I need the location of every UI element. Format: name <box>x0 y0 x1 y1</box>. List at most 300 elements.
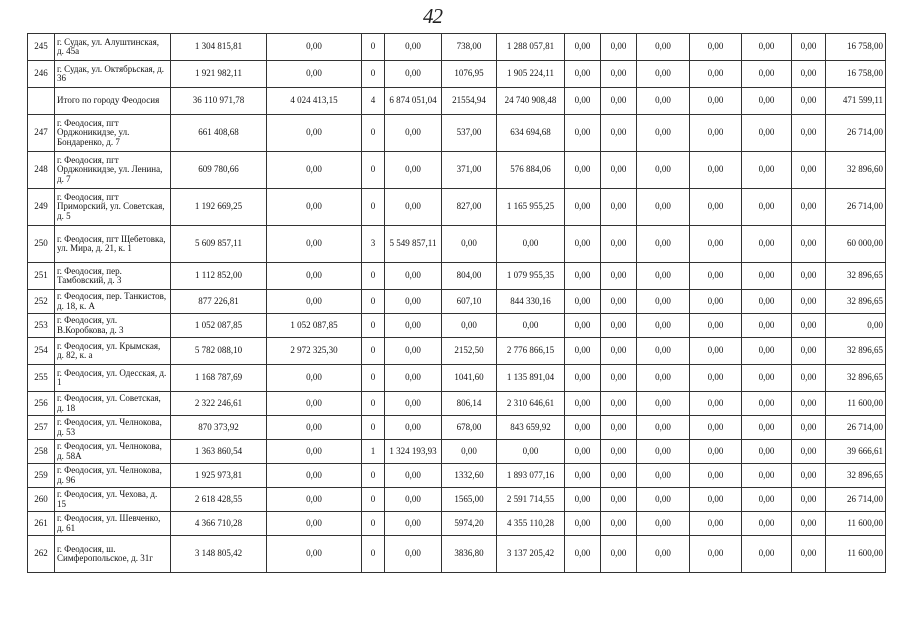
col4-cell: 0,00 <box>385 416 442 440</box>
col12-cell: 0,00 <box>792 88 826 115</box>
address-cell: г. Феодосия, ул. Советская, д. 18 <box>55 392 171 416</box>
col10-cell: 0,00 <box>690 226 742 263</box>
table-row <box>28 61 886 88</box>
address-cell: г. Феодосия, ул. В.Коробкова, д. 3 <box>55 314 171 338</box>
row-number-cell: 259 <box>28 464 55 488</box>
col10-cell: 0,00 <box>690 115 742 152</box>
col3-cell: 0 <box>362 34 385 61</box>
col12-cell: 0,00 <box>792 392 826 416</box>
col7-cell: 0,00 <box>565 488 601 512</box>
col12-cell: 0,00 <box>792 314 826 338</box>
col13-cell: 60 000,00 <box>826 226 886 263</box>
address-cell: г. Феодосия, пгт Орджоникидзе, ул. Ленина, д. 7 <box>55 152 171 189</box>
col2-cell: 0,00 <box>267 226 362 263</box>
col12-cell: 0,00 <box>792 115 826 152</box>
col11-cell: 0,00 <box>742 440 792 464</box>
col6-cell: 634 694,68 <box>497 115 565 152</box>
address-cell: г. Судак, ул. Алуштинская, д. 45а <box>55 34 171 61</box>
col13-cell: 26 714,00 <box>826 115 886 152</box>
col10-cell: 0,00 <box>690 88 742 115</box>
col9-cell: 0,00 <box>637 189 690 226</box>
col3-cell: 0 <box>362 290 385 314</box>
col11-cell: 0,00 <box>742 392 792 416</box>
col7-cell: 0,00 <box>565 61 601 88</box>
address-cell: г. Феодосия, ул. Челнокова, д. 96 <box>55 464 171 488</box>
total-cost-cell: 1 921 982,11 <box>171 61 267 88</box>
total-cost-cell: 609 780,66 <box>171 152 267 189</box>
col6-cell: 2 310 646,61 <box>497 392 565 416</box>
row-number-cell: 247 <box>28 115 55 152</box>
table-row <box>28 392 886 416</box>
table-row <box>28 189 886 226</box>
table-row <box>28 440 886 464</box>
col10-cell: 0,00 <box>690 338 742 365</box>
col5-cell: 827,00 <box>442 189 497 226</box>
col10-cell: 0,00 <box>690 392 742 416</box>
col10-cell: 0,00 <box>690 440 742 464</box>
col3-cell: 4 <box>362 88 385 115</box>
col8-cell: 0,00 <box>601 314 637 338</box>
table-row <box>28 512 886 536</box>
address-cell: г. Феодосия, ул. Шевченко, д. 61 <box>55 512 171 536</box>
col6-cell: 2 591 714,55 <box>497 488 565 512</box>
col8-cell: 0,00 <box>601 34 637 61</box>
total-cost-cell: 36 110 971,78 <box>171 88 267 115</box>
col6-cell: 844 330,16 <box>497 290 565 314</box>
col4-cell: 5 549 857,11 <box>385 226 442 263</box>
col9-cell: 0,00 <box>637 536 690 573</box>
col12-cell: 0,00 <box>792 226 826 263</box>
col6-cell: 576 884,06 <box>497 152 565 189</box>
col11-cell: 0,00 <box>742 226 792 263</box>
total-cost-cell: 1 112 852,00 <box>171 263 267 290</box>
col8-cell: 0,00 <box>601 536 637 573</box>
col2-cell: 0,00 <box>267 365 362 392</box>
col9-cell: 0,00 <box>637 416 690 440</box>
col13-cell: 471 599,11 <box>826 88 886 115</box>
col7-cell: 0,00 <box>565 226 601 263</box>
col8-cell: 0,00 <box>601 290 637 314</box>
col9-cell: 0,00 <box>637 290 690 314</box>
col2-cell: 0,00 <box>267 488 362 512</box>
col3-cell: 0 <box>362 189 385 226</box>
col12-cell: 0,00 <box>792 416 826 440</box>
col7-cell: 0,00 <box>565 34 601 61</box>
col11-cell: 0,00 <box>742 464 792 488</box>
col3-cell: 3 <box>362 226 385 263</box>
col2-cell: 2 972 325,30 <box>267 338 362 365</box>
total-cost-cell: 2 322 246,61 <box>171 392 267 416</box>
col6-cell: 24 740 908,48 <box>497 88 565 115</box>
col9-cell: 0,00 <box>637 314 690 338</box>
col3-cell: 0 <box>362 464 385 488</box>
col2-cell: 0,00 <box>267 290 362 314</box>
row-number-cell: 262 <box>28 536 55 573</box>
col8-cell: 0,00 <box>601 488 637 512</box>
col7-cell: 0,00 <box>565 290 601 314</box>
col10-cell: 0,00 <box>690 152 742 189</box>
col6-cell: 4 355 110,28 <box>497 512 565 536</box>
col12-cell: 0,00 <box>792 464 826 488</box>
row-number-cell: 257 <box>28 416 55 440</box>
col11-cell: 0,00 <box>742 314 792 338</box>
table-row <box>28 464 886 488</box>
col3-cell: 0 <box>362 488 385 512</box>
col4-cell: 0,00 <box>385 314 442 338</box>
col13-cell: 26 714,00 <box>826 488 886 512</box>
table-row <box>28 488 886 512</box>
col4-cell: 0,00 <box>385 536 442 573</box>
col9-cell: 0,00 <box>637 88 690 115</box>
col12-cell: 0,00 <box>792 189 826 226</box>
col11-cell: 0,00 <box>742 512 792 536</box>
col3-cell: 0 <box>362 314 385 338</box>
col7-cell: 0,00 <box>565 365 601 392</box>
col11-cell: 0,00 <box>742 536 792 573</box>
col9-cell: 0,00 <box>637 226 690 263</box>
col5-cell: 2152,50 <box>442 338 497 365</box>
data-table <box>27 33 886 573</box>
col13-cell: 32 896,65 <box>826 365 886 392</box>
col10-cell: 0,00 <box>690 464 742 488</box>
total-cost-cell: 870 373,92 <box>171 416 267 440</box>
col10-cell: 0,00 <box>690 488 742 512</box>
col4-cell: 0,00 <box>385 464 442 488</box>
total-cost-cell: 4 366 710,28 <box>171 512 267 536</box>
col4-cell: 0,00 <box>385 512 442 536</box>
col8-cell: 0,00 <box>601 152 637 189</box>
address-cell: г. Феодосия, пгт Приморский, ул. Советская, д. 5 <box>55 189 171 226</box>
col13-cell: 26 714,00 <box>826 416 886 440</box>
col8-cell: 0,00 <box>601 226 637 263</box>
col5-cell: 0,00 <box>442 314 497 338</box>
col6-cell: 0,00 <box>497 440 565 464</box>
col7-cell: 0,00 <box>565 464 601 488</box>
col5-cell: 1041,60 <box>442 365 497 392</box>
col6-cell: 1 079 955,35 <box>497 263 565 290</box>
col12-cell: 0,00 <box>792 440 826 464</box>
col6-cell: 1 893 077,16 <box>497 464 565 488</box>
col12-cell: 0,00 <box>792 152 826 189</box>
table-row <box>28 536 886 573</box>
col8-cell: 0,00 <box>601 263 637 290</box>
col11-cell: 0,00 <box>742 488 792 512</box>
row-number-cell: 249 <box>28 189 55 226</box>
row-number-cell <box>28 88 55 115</box>
col10-cell: 0,00 <box>690 314 742 338</box>
col13-cell: 32 896,65 <box>826 338 886 365</box>
col4-cell: 0,00 <box>385 189 442 226</box>
table-row <box>28 416 886 440</box>
col4-cell: 0,00 <box>385 34 442 61</box>
col11-cell: 0,00 <box>742 263 792 290</box>
col11-cell: 0,00 <box>742 61 792 88</box>
col7-cell: 0,00 <box>565 152 601 189</box>
col3-cell: 0 <box>362 152 385 189</box>
col5-cell: 0,00 <box>442 440 497 464</box>
total-cost-cell: 1 304 815,81 <box>171 34 267 61</box>
col10-cell: 0,00 <box>690 536 742 573</box>
col4-cell: 1 324 193,93 <box>385 440 442 464</box>
total-cost-cell: 1 052 087,85 <box>171 314 267 338</box>
col4-cell: 0,00 <box>385 152 442 189</box>
table-row <box>28 115 886 152</box>
col3-cell: 0 <box>362 392 385 416</box>
col9-cell: 0,00 <box>637 464 690 488</box>
col4-cell: 0,00 <box>385 61 442 88</box>
col10-cell: 0,00 <box>690 365 742 392</box>
col5-cell: 678,00 <box>442 416 497 440</box>
col9-cell: 0,00 <box>637 338 690 365</box>
col3-cell: 0 <box>362 512 385 536</box>
address-cell: Итого по городу Феодосия <box>55 88 171 115</box>
col13-cell: 32 896,60 <box>826 152 886 189</box>
address-cell: г. Феодосия, ул. Чехова, д. 15 <box>55 488 171 512</box>
col2-cell: 0,00 <box>267 512 362 536</box>
row-number-cell: 253 <box>28 314 55 338</box>
total-cost-cell: 5 609 857,11 <box>171 226 267 263</box>
col8-cell: 0,00 <box>601 88 637 115</box>
col6-cell: 843 659,92 <box>497 416 565 440</box>
table-row <box>28 365 886 392</box>
col8-cell: 0,00 <box>601 392 637 416</box>
table-row <box>28 290 886 314</box>
table-body <box>28 34 886 573</box>
col3-cell: 0 <box>362 536 385 573</box>
col13-cell: 32 896,65 <box>826 464 886 488</box>
col11-cell: 0,00 <box>742 338 792 365</box>
col5-cell: 537,00 <box>442 115 497 152</box>
col2-cell: 0,00 <box>267 416 362 440</box>
col6-cell: 0,00 <box>497 226 565 263</box>
col6-cell: 1 288 057,81 <box>497 34 565 61</box>
col13-cell: 16 758,00 <box>826 34 886 61</box>
col3-cell: 1 <box>362 440 385 464</box>
col3-cell: 0 <box>362 365 385 392</box>
col4-cell: 0,00 <box>385 365 442 392</box>
table-row <box>28 226 886 263</box>
row-number-cell: 251 <box>28 263 55 290</box>
row-number-cell: 261 <box>28 512 55 536</box>
col7-cell: 0,00 <box>565 512 601 536</box>
col10-cell: 0,00 <box>690 61 742 88</box>
col8-cell: 0,00 <box>601 440 637 464</box>
col5-cell: 1332,60 <box>442 464 497 488</box>
col2-cell: 0,00 <box>267 152 362 189</box>
row-number-cell: 246 <box>28 61 55 88</box>
col12-cell: 0,00 <box>792 536 826 573</box>
col3-cell: 0 <box>362 263 385 290</box>
total-cost-cell: 1 168 787,69 <box>171 365 267 392</box>
col12-cell: 0,00 <box>792 512 826 536</box>
col9-cell: 0,00 <box>637 34 690 61</box>
col9-cell: 0,00 <box>637 488 690 512</box>
col5-cell: 607,10 <box>442 290 497 314</box>
col12-cell: 0,00 <box>792 338 826 365</box>
col6-cell: 2 776 866,15 <box>497 338 565 365</box>
col5-cell: 371,00 <box>442 152 497 189</box>
col9-cell: 0,00 <box>637 512 690 536</box>
col13-cell: 26 714,00 <box>826 189 886 226</box>
col11-cell: 0,00 <box>742 115 792 152</box>
address-cell: г. Феодосия, ул. Крымская, д. 82, к. а <box>55 338 171 365</box>
col6-cell: 3 137 205,42 <box>497 536 565 573</box>
col3-cell: 0 <box>362 115 385 152</box>
col3-cell: 0 <box>362 416 385 440</box>
total-cost-cell: 1 192 669,25 <box>171 189 267 226</box>
col8-cell: 0,00 <box>601 189 637 226</box>
total-cost-cell: 1 363 860,54 <box>171 440 267 464</box>
col7-cell: 0,00 <box>565 338 601 365</box>
col12-cell: 0,00 <box>792 488 826 512</box>
col2-cell: 0,00 <box>267 536 362 573</box>
col11-cell: 0,00 <box>742 88 792 115</box>
col2-cell: 0,00 <box>267 464 362 488</box>
col7-cell: 0,00 <box>565 416 601 440</box>
col12-cell: 0,00 <box>792 61 826 88</box>
col5-cell: 738,00 <box>442 34 497 61</box>
col10-cell: 0,00 <box>690 263 742 290</box>
col9-cell: 0,00 <box>637 440 690 464</box>
total-cost-cell: 2 618 428,55 <box>171 488 267 512</box>
table-row <box>28 314 886 338</box>
col11-cell: 0,00 <box>742 189 792 226</box>
col13-cell: 32 896,65 <box>826 290 886 314</box>
address-cell: г. Феодосия, пгт Щебетовка, ул. Мира, д. 21, к. 1 <box>55 226 171 263</box>
col6-cell: 1 905 224,11 <box>497 61 565 88</box>
col13-cell: 16 758,00 <box>826 61 886 88</box>
total-cost-cell: 3 148 805,42 <box>171 536 267 573</box>
col6-cell: 1 165 955,25 <box>497 189 565 226</box>
col7-cell: 0,00 <box>565 115 601 152</box>
col2-cell: 4 024 413,15 <box>267 88 362 115</box>
address-cell: г. Феодосия, ул. Одесская, д. 1 <box>55 365 171 392</box>
col10-cell: 0,00 <box>690 416 742 440</box>
address-cell: г. Феодосия, ул. Челнокова, д. 53 <box>55 416 171 440</box>
address-cell: г. Феодосия, ул. Челнокова, д. 58А <box>55 440 171 464</box>
col12-cell: 0,00 <box>792 34 826 61</box>
col8-cell: 0,00 <box>601 416 637 440</box>
col4-cell: 0,00 <box>385 488 442 512</box>
address-cell: г. Феодосия, пер. Танкистов, д. 18, к. А <box>55 290 171 314</box>
col5-cell: 1076,95 <box>442 61 497 88</box>
row-number-cell: 260 <box>28 488 55 512</box>
col7-cell: 0,00 <box>565 440 601 464</box>
total-cost-cell: 877 226,81 <box>171 290 267 314</box>
address-cell: г. Судак, ул. Октябрьская, д. 36 <box>55 61 171 88</box>
col7-cell: 0,00 <box>565 392 601 416</box>
col6-cell: 0,00 <box>497 314 565 338</box>
col2-cell: 1 052 087,85 <box>267 314 362 338</box>
col9-cell: 0,00 <box>637 152 690 189</box>
col5-cell: 0,00 <box>442 226 497 263</box>
row-number-cell: 252 <box>28 290 55 314</box>
col9-cell: 0,00 <box>637 263 690 290</box>
col5-cell: 5974,20 <box>442 512 497 536</box>
col2-cell: 0,00 <box>267 189 362 226</box>
col8-cell: 0,00 <box>601 61 637 88</box>
col7-cell: 0,00 <box>565 263 601 290</box>
table-row <box>28 88 886 115</box>
row-number-cell: 254 <box>28 338 55 365</box>
col9-cell: 0,00 <box>637 61 690 88</box>
col7-cell: 0,00 <box>565 536 601 573</box>
col4-cell: 6 874 051,04 <box>385 88 442 115</box>
col4-cell: 0,00 <box>385 290 442 314</box>
col4-cell: 0,00 <box>385 263 442 290</box>
col2-cell: 0,00 <box>267 392 362 416</box>
table-row <box>28 338 886 365</box>
table-row <box>28 34 886 61</box>
col8-cell: 0,00 <box>601 115 637 152</box>
col11-cell: 0,00 <box>742 152 792 189</box>
col12-cell: 0,00 <box>792 263 826 290</box>
page-number: 42 <box>423 4 442 28</box>
col2-cell: 0,00 <box>267 61 362 88</box>
col4-cell: 0,00 <box>385 115 442 152</box>
col9-cell: 0,00 <box>637 115 690 152</box>
row-number-cell: 258 <box>28 440 55 464</box>
col2-cell: 0,00 <box>267 263 362 290</box>
col9-cell: 0,00 <box>637 365 690 392</box>
col8-cell: 0,00 <box>601 365 637 392</box>
col5-cell: 3836,80 <box>442 536 497 573</box>
col3-cell: 0 <box>362 61 385 88</box>
address-cell: г. Феодосия, пгт Орджоникидзе, ул. Бондаренко, д. 7 <box>55 115 171 152</box>
col4-cell: 0,00 <box>385 338 442 365</box>
col11-cell: 0,00 <box>742 365 792 392</box>
col5-cell: 21554,94 <box>442 88 497 115</box>
col6-cell: 1 135 891,04 <box>497 365 565 392</box>
col4-cell: 0,00 <box>385 392 442 416</box>
address-cell: г. Феодосия, пер. Тамбовский, д. 3 <box>55 263 171 290</box>
row-number-cell: 248 <box>28 152 55 189</box>
col10-cell: 0,00 <box>690 34 742 61</box>
table-row <box>28 263 886 290</box>
col2-cell: 0,00 <box>267 34 362 61</box>
col13-cell: 39 666,61 <box>826 440 886 464</box>
col13-cell: 11 600,00 <box>826 536 886 573</box>
col5-cell: 806,14 <box>442 392 497 416</box>
table-row <box>28 152 886 189</box>
col10-cell: 0,00 <box>690 189 742 226</box>
row-number-cell: 255 <box>28 365 55 392</box>
col2-cell: 0,00 <box>267 115 362 152</box>
col13-cell: 32 896,65 <box>826 263 886 290</box>
col10-cell: 0,00 <box>690 290 742 314</box>
col13-cell: 11 600,00 <box>826 512 886 536</box>
col10-cell: 0,00 <box>690 512 742 536</box>
col12-cell: 0,00 <box>792 290 826 314</box>
col13-cell: 0,00 <box>826 314 886 338</box>
col3-cell: 0 <box>362 338 385 365</box>
col2-cell: 0,00 <box>267 440 362 464</box>
row-number-cell: 256 <box>28 392 55 416</box>
col7-cell: 0,00 <box>565 314 601 338</box>
col8-cell: 0,00 <box>601 464 637 488</box>
data-table-container <box>27 33 886 573</box>
total-cost-cell: 1 925 973,81 <box>171 464 267 488</box>
col11-cell: 0,00 <box>742 416 792 440</box>
col7-cell: 0,00 <box>565 88 601 115</box>
col7-cell: 0,00 <box>565 189 601 226</box>
col13-cell: 11 600,00 <box>826 392 886 416</box>
col8-cell: 0,00 <box>601 512 637 536</box>
col12-cell: 0,00 <box>792 365 826 392</box>
col11-cell: 0,00 <box>742 290 792 314</box>
col5-cell: 1565,00 <box>442 488 497 512</box>
col11-cell: 0,00 <box>742 34 792 61</box>
